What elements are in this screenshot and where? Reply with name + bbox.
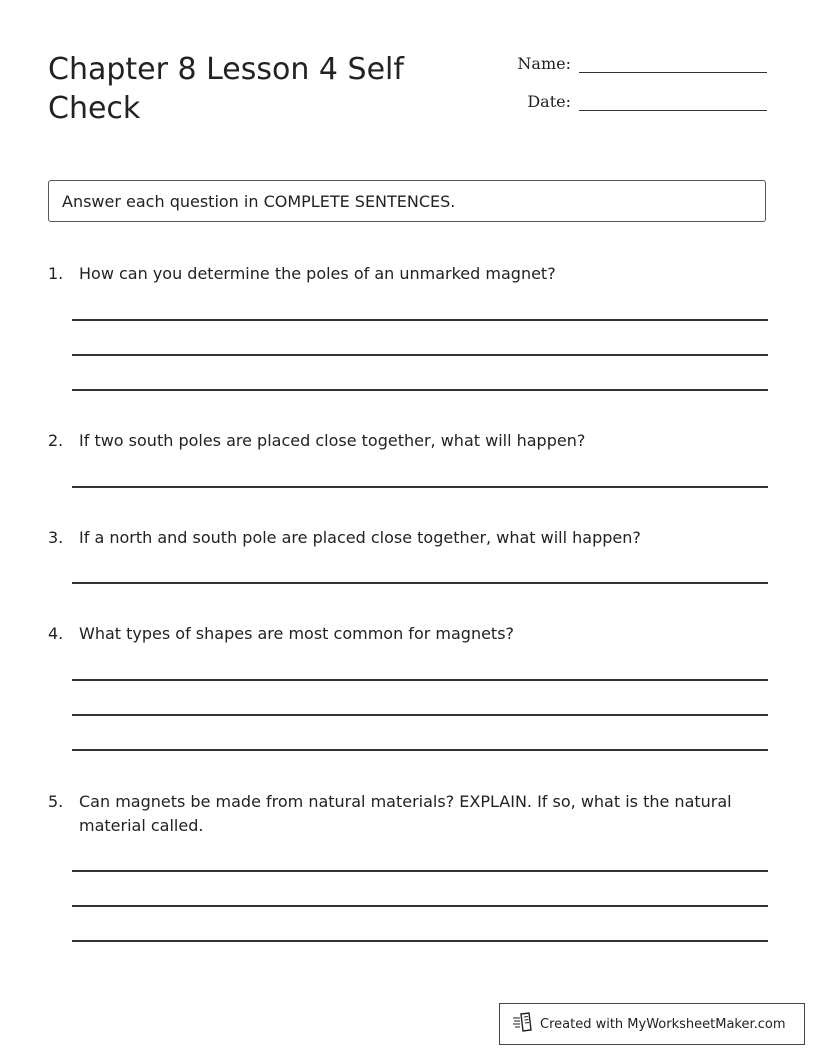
question-number: 1.	[48, 264, 64, 283]
question-text: If a north and south pole are placed close together, what will happen?	[79, 528, 641, 547]
answer-line[interactable]	[72, 486, 768, 488]
question-number: 2.	[48, 431, 64, 450]
question-number: 4.	[48, 624, 64, 643]
name-blank-line[interactable]	[579, 56, 767, 73]
answer-line[interactable]	[72, 940, 768, 942]
answer-line[interactable]	[72, 870, 768, 872]
date-field[interactable]	[511, 93, 767, 111]
instructions-box	[48, 180, 766, 222]
question-5	[48, 790, 768, 838]
question-3	[48, 526, 768, 550]
instructions-text: Answer each question in COMPLETE SENTENCES.	[62, 191, 456, 211]
question-text: What types of shapes are most common for magnets?	[79, 624, 515, 643]
question-text: If two south poles are placed close together, what will happen?	[79, 431, 586, 450]
footer-text: Created with MyWorksheetMaker.com	[540, 1016, 786, 1032]
worksheet-maker-logo-icon	[512, 1012, 540, 1036]
date-blank-line[interactable]	[579, 94, 767, 111]
worksheet-title: Chapter 8 Lesson 4 Self Check	[48, 52, 404, 126]
answer-line[interactable]	[72, 905, 768, 907]
name-field[interactable]	[511, 55, 767, 73]
footer-credit	[499, 1003, 805, 1045]
question-number: 5.	[48, 792, 64, 811]
answer-line[interactable]	[72, 354, 768, 356]
question-number: 3.	[48, 528, 64, 547]
question-2	[48, 429, 768, 453]
question-text: How can you determine the poles of an unmarked magnet?	[79, 264, 556, 283]
date-label: Date:	[527, 92, 571, 111]
answer-line[interactable]	[72, 389, 768, 391]
answer-line[interactable]	[72, 714, 768, 716]
answer-line[interactable]	[72, 679, 768, 681]
answer-line[interactable]	[72, 749, 768, 751]
answer-line[interactable]	[72, 319, 768, 321]
question-4	[48, 622, 768, 646]
answer-line[interactable]	[72, 582, 768, 584]
question-1	[48, 262, 768, 286]
name-label: Name:	[517, 54, 571, 73]
question-text: Can magnets be made from natural materials? EXPLAIN. If so, what is the natural material called.	[79, 792, 732, 835]
